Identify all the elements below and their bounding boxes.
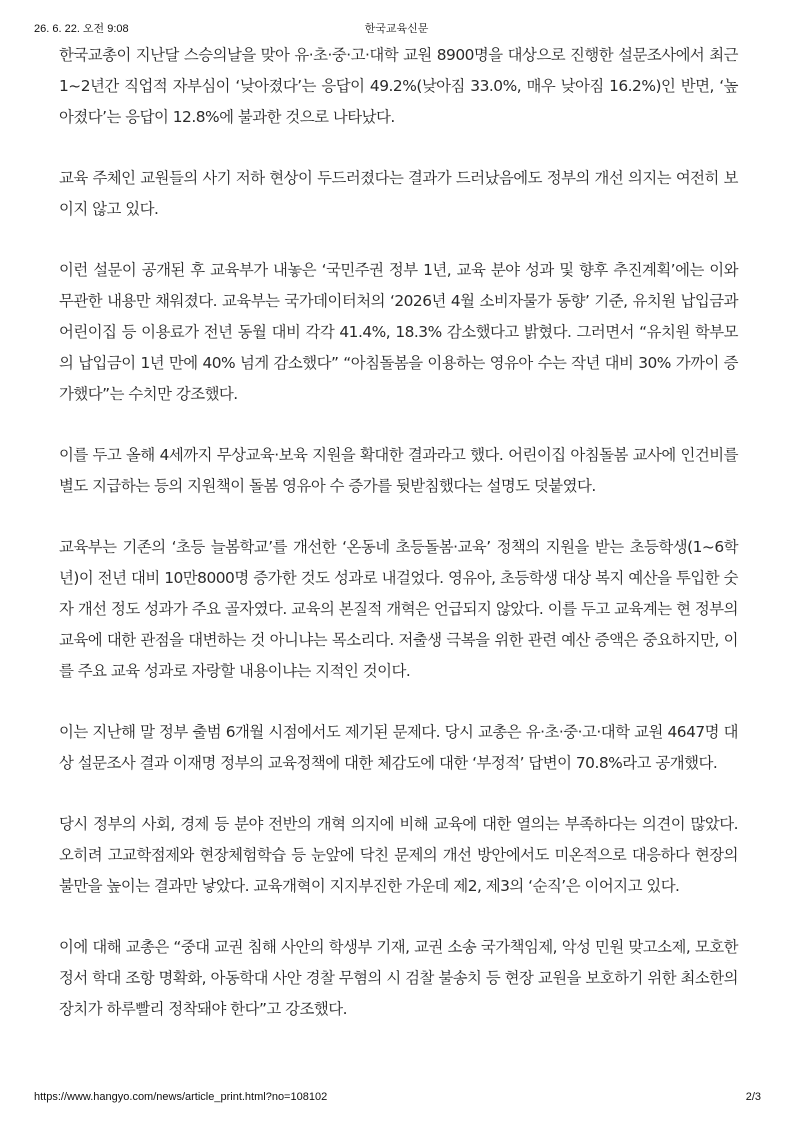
article-paragraph: 당시 정부의 사회, 경제 등 분야 전반의 개혁 의지에 비해 교육에 대한 열의는 부족하다는 의견이 많았다. 오히려 고교학점제와 현장체험학습 등 눈앞에 닥친 문제의 개선 방안에서도 미온적으로 대응하다 현장의 불만을 높이는 결과만 낳았다. 교육개혁이 지지부진한 가운데 제2, 제3의 ‘순직’은 이어지고 있다. (59, 815, 738, 895)
article-paragraph: 교육부는 기존의 ‘초등 늘봄학교’를 개선한 ‘온동네 초등돌봄·교육’ 정책의 지원을 받는 초등학생(1~6학년)이 전년 대비 10만8000명 증가한 것도 성과로 내걸었다. 영유아, 초등학생 대상 복지 예산을 투입한 숫자 개선 정도 성과가 주요 골자였다. 교육의 본질적 개혁은 언급되지 않았다. 이를 두고 교육계는 현 정부의 교육에 대한 관점을 대변하는 것 아니냐는 목소리다. 저출생 극복을 위한 관련 예산 증액은 중요하지만, 이를 주요 교육 성과로 자랑할 내용이냐는 지적인 것이다. (59, 538, 738, 680)
print-datetime: 26. 6. 22. 오전 9:08 (34, 23, 129, 35)
article-paragraph: 한국교총이 지난달 스승의날을 맞아 유·초·중·고·대학 교원 8900명을 대상으로 진행한 설문조사에서 최근 1~2년간 직업적 자부심이 ‘낮아졌다’는 응답이 49.2%(낮아짐 33.0%, 매우 낮아짐 16.2%)인 반면, ‘높아졌다’는 응답이 12.8%에 불과한 것으로 나타났다. (59, 46, 738, 126)
print-header (0, 20, 793, 36)
page-number: 2/3 (745, 1091, 761, 1103)
article-paragraph: 이를 두고 올해 4세까지 무상교육·보육 지원을 확대한 결과라고 했다. 어린이집 아침돌봄 교사에 인건비를 별도 지급하는 등의 지원책이 돌봄 영유아 수 증가를 뒷받침했다는 설명도 덧붙였다. (59, 446, 738, 495)
article-paragraph: 이런 설문이 공개된 후 교육부가 내놓은 ‘국민주권 정부 1년, 교육 분야 성과 및 향후 추진계획’에는 이와 무관한 내용만 채워졌다. 교육부는 국가데이터처의 ‘2026년 4월 소비자물가 동향’ 기준, 유치원 납입금과 어린이집 등 이용료가 전년 동월 대비 각각 41.4%, 18.3% 감소했다고 밝혔다. 그러면서 “유치원 학부모의 납입금이 1년 만에 40% 넘게 감소했다” “아침돌봄을 이용하는 영유아 수는 작년 대비 30% 가까이 증가했다”는 수치만 강조했다. (59, 261, 738, 403)
article-url: https://www.hangyo.com/news/article_print.html?no=108102 (34, 1091, 328, 1103)
print-footer (0, 1091, 793, 1107)
site-name: 한국교육신문 (364, 23, 429, 35)
article-paragraph: 이에 대해 교총은 “중대 교권 침해 사안의 학생부 기재, 교권 소송 국가책임제, 악성 민원 맞고소제, 모호한 정서 학대 조항 명확화, 아동학대 사안 경찰 무혐의 시 검찰 불송치 등 현장 교원을 보호하기 위한 최소한의 장치가 하루빨리 정착돼야 한다”고 강조했다. (59, 938, 738, 1018)
article-paragraph: 이는 지난해 말 정부 출범 6개월 시점에서도 제기된 문제다. 당시 교총은 유·초·중·고·대학 교원 4647명 대상 설문조사 결과 이재명 정부의 교육정책에 대한 체감도에 대한 ‘부정적’ 답변이 70.8%라고 공개했다. (59, 723, 738, 772)
article-paragraph: 교육 주체인 교원들의 사기 저하 현상이 두드러졌다는 결과가 드러났음에도 정부의 개선 의지는 여전히 보이지 않고 있다. (59, 169, 738, 218)
article-body (59, 40, 738, 1025)
